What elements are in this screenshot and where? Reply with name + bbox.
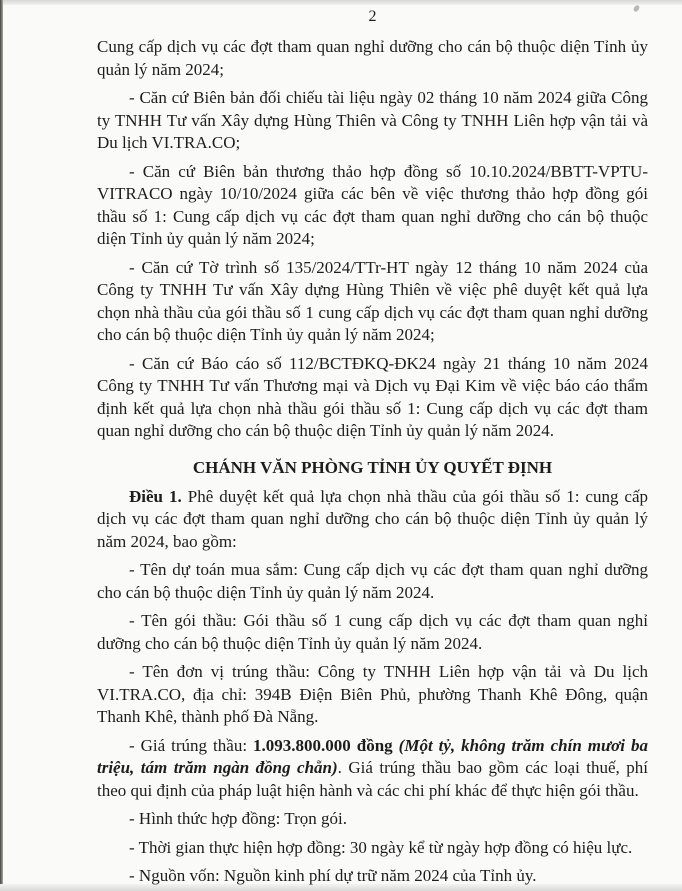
preamble-paragraph-2: - Căn cứ Biên bản thương thảo hợp đồng số 10.10.2024/BBTT-VPTU-VITRACO ngày 10/10/2024 giữa các bên về việc thương thảo hợp đồng gói thầu số 1: Cung cấp dịch vụ các đợt tham quan nghỉ dưỡng cho cán bộ thuộc diện Tỉnh ủy quản lý năm 2024;	[97, 161, 648, 248]
article-1-text: Phê duyệt kết quả lựa chọn nhà thầu của gói thầu số 1: cung cấp dịch vụ các đợt tham quan nghỉ dưỡng cho cán bộ thuộc diện Tỉnh ủy quản lý năm 2024, bao gồm:	[97, 486, 649, 551]
price-amount: 1.093.800.000 đồng	[253, 735, 393, 755]
document-body	[97, 36, 648, 888]
scan-edge-top	[0, 0, 682, 5]
list-item-nguon-von: - Nguồn vốn: Nguồn kinh phí dự trữ năm 2024 của Tỉnh ủy.	[129, 866, 537, 885]
price-rest: . Giá trúng thầu bao gồm các loại thuế, phí theo qui định của pháp luật hiện hành và các chi phí khác để thực hiện gói thầu.	[97, 758, 648, 800]
article-1-label: Điều 1.	[129, 486, 182, 506]
continuation-paragraph: Cung cấp dịch vụ các đợt tham quan nghỉ dưỡng cho cán bộ thuộc diện Tỉnh ủy quản lý năm 2024;	[97, 37, 648, 79]
list-item-thoi-gian: - Thời gian thực hiện hợp đồng: 30 ngày kể từ ngày hợp đồng có hiệu lực.	[129, 837, 633, 857]
list-item-don-vi-trung-thau: - Tên đơn vị trúng thầu: Công ty TNHH Liên hợp vận tải và Du lịch VI.TRA.CO, địa chỉ: 394B Điện Biên Phủ, phường Thanh Khê Đông, quận Thanh Khê, thành phố Đà Nẵng.	[97, 662, 648, 726]
list-item-goi-thau: - Tên gói thầu: Gói thầu số 1 cung cấp dịch vụ các đợt tham quan nghỉ dưỡng cho cán bộ thuộc diện Tỉnh ủy quản lý năm 2024.	[97, 611, 648, 653]
price-in-words: (Một tỷ, không trăm chín mươi ba triệu, tám trăm ngàn đồng chẵn)	[97, 735, 648, 777]
price-paragraph	[97, 735, 648, 803]
price-lead: - Giá trúng thầu:	[129, 735, 254, 755]
preamble-paragraph-4: - Căn cứ Báo cáo số 112/BCTĐKQ-ĐK24 ngày 21 tháng 10 năm 2024 Công ty TNHH Tư vấn Thương mại và Dịch vụ Đại Kim về việc báo cáo thẩm định kết quả lựa chọn nhà thầu gói thầu số 1: Cung cấp dịch vụ các đợt tham quan nghỉ dưỡng cho cán bộ thuộc diện Tỉnh ủy quản lý năm 2024.	[97, 353, 648, 440]
decision-heading: CHÁNH VĂN PHÒNG TỈNH ỦY QUYẾT ĐỊNH	[192, 457, 553, 477]
page-number: 2	[368, 8, 377, 25]
preamble-paragraph-1: - Căn cứ Biên bản đối chiếu tài liệu ngày 02 tháng 10 năm 2024 giữa Công ty TNHH Tư vấn Xây dựng Hùng Thiên và Công ty TNHH Liên hợp vận tải và Du lịch VI.TRA.CO;	[97, 88, 648, 152]
list-item-du-toan: - Tên dự toán mua sắm: Cung cấp dịch vụ các đợt tham quan nghỉ dưỡng cho cán bộ thuộc diện Tỉnh ủy quản lý năm 2024.	[97, 560, 648, 602]
scan-edge-left	[0, 0, 3, 891]
preamble-paragraph-3: - Căn cứ Tờ trình số 135/2024/TTr-HT ngày 12 tháng 10 năm 2024 của Công ty TNHH Tư vấn Xây dựng Hùng Thiên về việc phê duyệt kết quả lựa chọn nhà thầu của gói thầu số 1 cung cấp dịch vụ các đợt tham quan nghỉ dưỡng cho cán bộ thuộc diện Tỉnh ủy quản lý năm 2024;	[97, 257, 648, 344]
article-1-paragraph	[97, 486, 648, 554]
list-item-hinh-thuc: - Hình thức hợp đồng: Trọn gói.	[129, 809, 347, 828]
